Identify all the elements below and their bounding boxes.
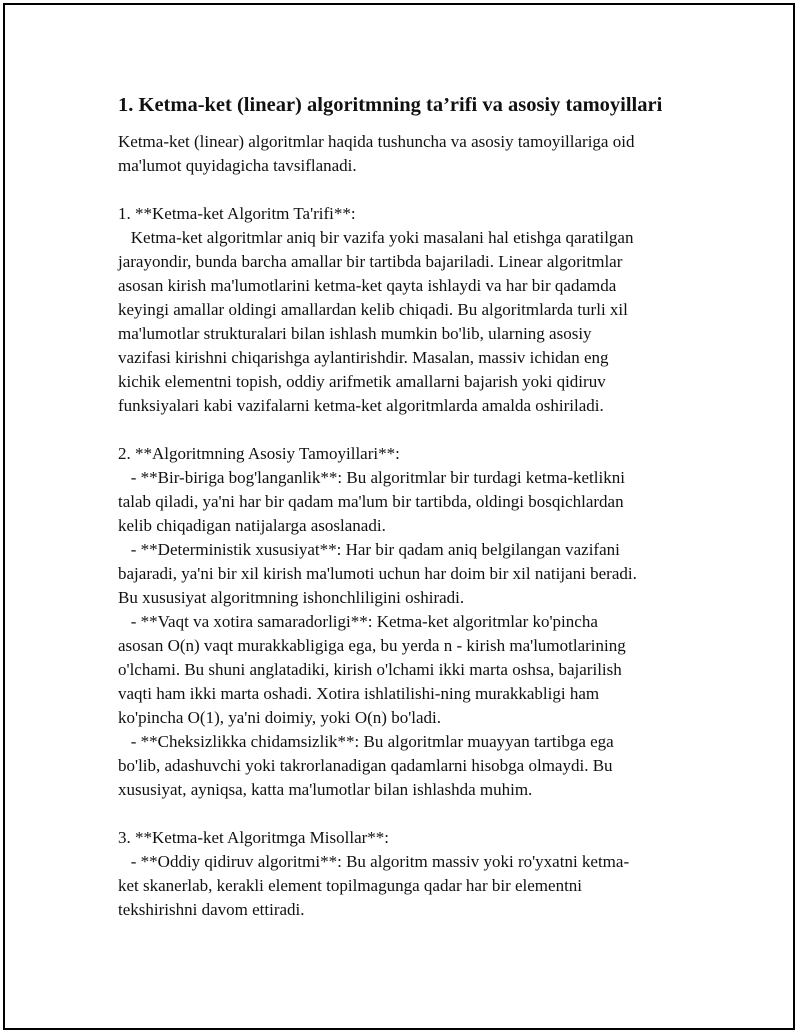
text-line: Ketma-ket algoritmlar aniq bir vazifa yoki masalani hal etishga qaratilgan <box>118 228 634 247</box>
text-line: - **Vaqt va xotira samaradorligi**: Ketma-ket algoritmlar ko'pincha <box>118 612 598 631</box>
principles-section <box>118 442 688 802</box>
text-line: ma'lumot quyidagicha tavsiflanadi. <box>118 156 357 175</box>
text-line: - **Oddiy qidiruv algoritmi**: Bu algoritm massiv yoki ro'yxatni ketma- <box>118 852 630 871</box>
text-line: - **Bir-biriga bog'langanlik**: Bu algoritmlar bir turdagi ketma-ketlikni <box>118 468 625 487</box>
text-line: vazifasi kirishni chiqarishga aylantirishdir. Masalan, massiv ichidan eng <box>118 348 609 367</box>
definition-section <box>118 202 688 418</box>
text-line: - **Cheksizlikka chidamsizlik**: Bu algoritmlar muayyan tartibga ega <box>118 732 614 751</box>
text-line: jarayondir, bunda barcha amallar bir tartibda bajariladi. Linear algoritmlar <box>118 252 623 271</box>
text-line: bajaradi, ya'ni bir xil kirish ma'lumoti uchun har doim bir xil natijani beradi. <box>118 564 637 583</box>
paragraph-gap <box>118 178 688 202</box>
text-line: asosan kirish ma'lumotlarini ketma-ket qayta ishlaydi va har bir qadamda <box>118 276 617 295</box>
text-line: tekshirishni davom ettiradi. <box>118 900 305 919</box>
text-line: ko'pincha O(1), ya'ni doimiy, yoki O(n) bo'ladi. <box>118 708 441 727</box>
text-line: bo'lib, adashuvchi yoki takrorlanadigan qadamlarni hisobga olmaydi. Bu <box>118 756 613 775</box>
text-line: 3. **Ketma-ket Algoritmga Misollar**: <box>118 828 390 847</box>
text-line: vaqti ham ikki marta oshadi. Xotira ishlatilishi-ning murakkabligi ham <box>118 684 600 703</box>
text-line: xususiyat, ayniqsa, katta ma'lumotlar bilan ishlashda muhim. <box>118 780 533 799</box>
text-line: asosan O(n) vaqt murakkabligiga ega, bu yerda n - kirish ma'lumotlarining <box>118 636 626 655</box>
document-body <box>118 90 688 922</box>
text-line: Bu xususiyat algoritmning ishonchliligini oshiradi. <box>118 588 465 607</box>
text-line: ket skanerlab, kerakli element topilmagunga qadar har bir elementni <box>118 876 583 895</box>
text-line: funksiyalari kabi vazifalarni ketma-ket algoritmlarda amalda oshiriladi. <box>118 396 604 415</box>
intro-paragraph <box>118 130 688 178</box>
text-line: 1. **Ketma-ket Algoritm Ta'rifi**: <box>118 204 356 223</box>
text-line: o'lchami. Bu shuni anglatadiki, kirish o'lchami ikki marta oshsa, bajarilish <box>118 660 622 679</box>
text-line: kelib chiqadigan natijalarga asoslanadi. <box>118 516 386 535</box>
paragraph-gap <box>118 418 688 442</box>
text-line: talab qiladi, ya'ni har bir qadam ma'lum bir tartibda, oldingi bosqichlardan <box>118 492 624 511</box>
text-line: - **Deterministik xususiyat**: Har bir qadam aniq belgilangan vazifani <box>118 540 620 559</box>
text-line: 2. **Algoritmning Asosiy Tamoyillari**: <box>118 444 400 463</box>
text-line: ma'lumotlar strukturalari bilan ishlash mumkin bo'lib, ularning asosiy <box>118 324 592 343</box>
text-line: keyingi amallar oldingi amallardan kelib chiqadi. Bu algoritmlarda turli xil <box>118 300 628 319</box>
section-heading: 1. Ketma-ket (linear) algoritmning ta’rifi va asosiy tamoyillari <box>118 94 663 116</box>
examples-section <box>118 826 688 922</box>
paragraph-gap <box>118 802 688 826</box>
text-line: kichik elementni topish, oddiy arifmetik amallarni bajarish yoki qidiruv <box>118 372 606 391</box>
text-line: Ketma-ket (linear) algoritmlar haqida tushuncha va asosiy tamoyillariga oid <box>118 132 635 151</box>
